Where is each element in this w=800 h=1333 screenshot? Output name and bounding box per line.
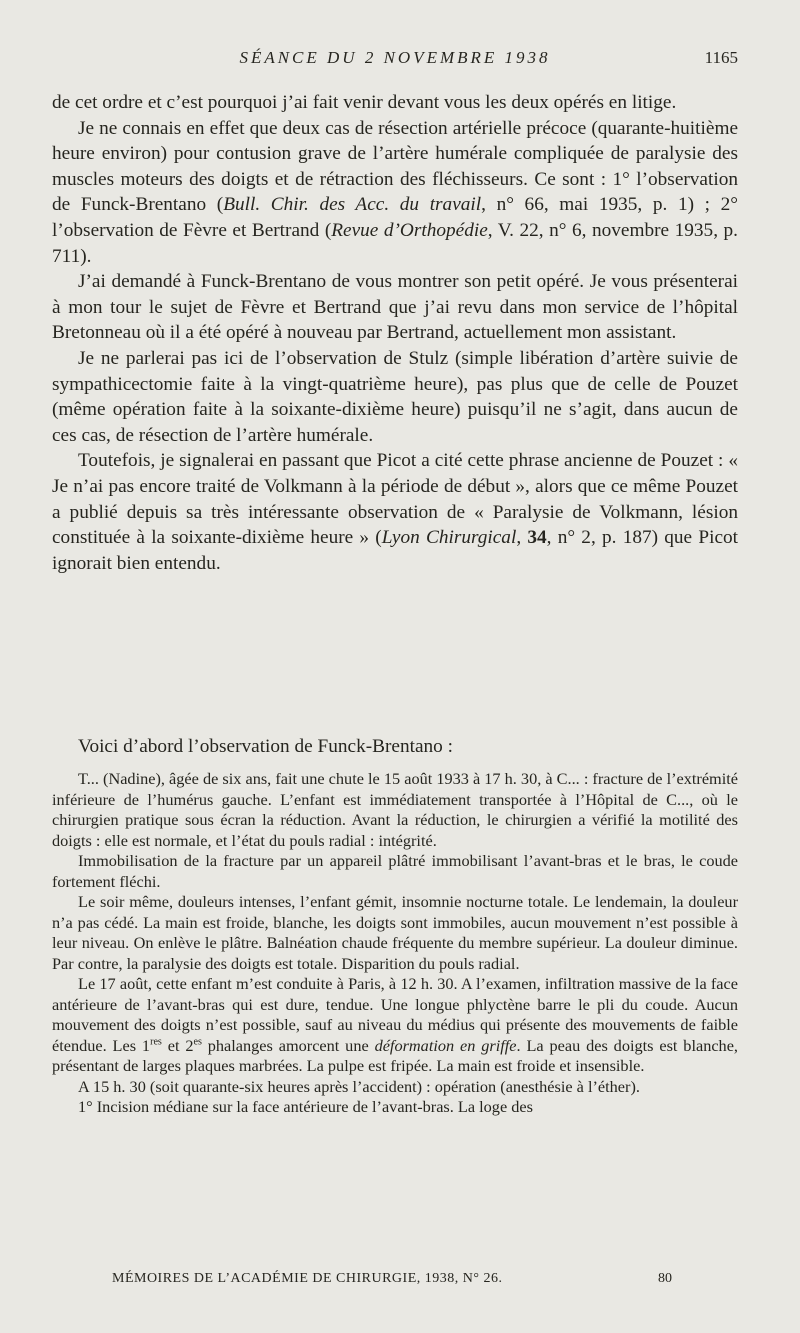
footer-journal: MÉMOIRES DE L’ACADÉMIE DE CHIRURGIE, 1938, N° 26. <box>112 1271 503 1286</box>
citation-journal: Revue d’Orthopédie <box>331 219 488 241</box>
signature-number: 80 <box>658 1271 672 1286</box>
running-title: SÉANCE DU 2 NOVEMBRE 1938 <box>239 48 551 67</box>
citation-journal: Bull. Chir. des Acc. du travail <box>223 194 482 216</box>
text-span: , n° 66, mai 1935, p. 1) ; 2° l’observation de Fèvre et Bertrand ( <box>52 194 738 241</box>
paragraph: Le soir même, douleurs intenses, l’enfant gémit, insomnie nocturne totale. Le lendemain, la douleur n’a pas cédé. La main est froide, blanche, les doigts sont immobiles, aucun mouvement n’est possible à leur niveau. On enlève le plâtre. Balnéation chaude fréquente du membre supérieur. La douleur diminue. Par contre, la paralysie des doigts est totale. Disparition du pouls radial. <box>52 892 738 973</box>
paragraph: J’ai demandé à Funck-Brentano de vous montrer son petit opéré. Je vous présenterai à mon tour le sujet de Fèvre et Bertrand que j’ai revu dans mon service de l’hôpital Bretonneau où il a été opéré à nouveau par Bertrand, actuellement mon assistant. <box>52 271 738 344</box>
superscript: es <box>193 1036 202 1048</box>
emphasis: déformation en griffe <box>374 1035 517 1055</box>
paragraph: de cet ordre et c’est pourquoi j’ai fait venir devant vous les deux opérés en litige. <box>52 92 677 113</box>
text-span: , V. 22, n° 6, novembre 1935, p. 711). <box>52 219 738 267</box>
paragraph: Immobilisation de la fracture par un appareil plâtré immobilisant l’avant-bras et le bras, le coude fortement fléchi. <box>52 851 738 891</box>
text-span: , n° 2, p. 187) que Picot ignorait bien entendu. <box>52 527 738 574</box>
text-span: Toutefois, je signalerai en passant que Picot a cité cette phrase ancienne de Pouzet : « Je n’ai pas encore traité de Volkmann à la période de début », alors que ce même Pouzet a publié depuis sa très intéressante observation de « Paralysie de Volkmann, lésion constituée à la soixante-dixième heure » ( <box>52 450 738 549</box>
observation-text <box>52 769 738 1118</box>
page-number: 1165 <box>704 48 738 67</box>
text-span: , <box>516 527 528 549</box>
text-span: et 2 <box>161 1035 194 1055</box>
paragraph: 1° Incision médiane sur la face antérieure de l’avant-bras. La loge des <box>78 1097 533 1116</box>
text-span: . La peau des doigts est blanche, présentant de larges plaques marbrées. La pulpe est fripée. La main est froide et insensible. <box>52 1035 738 1075</box>
citation-volume: 34 <box>527 527 547 549</box>
text-span: Le 17 août, cette enfant m’est conduite à Paris, à 12 h. 30. A l’examen, infiltration massive de la face antérieure de l’avant-bras qui est dure, tendue. Une longue phlyctène barre le pli du coude. Aucun mouvement des doigts n’est possible, sauf au niveau du médius qui présente des mouvements de faible étendue. Les 1 <box>52 974 738 1055</box>
superscript: res <box>150 1036 162 1048</box>
paragraph <box>52 448 738 576</box>
section-heading: Voici d’abord l’observation de Funck-Brentano : <box>78 736 454 757</box>
paragraph: T... (Nadine), âgée de six ans, fait une chute le 15 août 1933 à 17 h. 30, à C... : fracture de l’extrémité inférieure de l’humérus gauche. L’enfant est immédiatement transportée à l’Hôpital de C..., où le chirurgien pratique sous écran la réduction. Avant la réduction, le chirurgien a vérifié la motilité des doigts : elle est normale, et l’état du pouls radial : intégrité. <box>52 769 738 850</box>
text-span: Je ne connais en effet que deux cas de résection artérielle précoce (quarante-huitième heure environ) pour contusion grave de l’artère humérale compliquée de paralysie des muscles moteurs des doigts et de rétraction des fléchisseurs. Ce sont : 1° l’observation de Funck-Brentano ( <box>52 117 738 216</box>
paragraph: A 15 h. 30 (soit quarante-six heures après l’accident) : opération (anesthésie à l’éther). <box>78 1076 640 1096</box>
paragraph: Je ne parlerai pas ici de l’observation de Stulz (simple libération d’artère suivie de sympathicectomie faite à la vingt-quatrième heure), pas plus que de celle de Pouzet (même opération faite à la soixante-dixième heure) puisqu’il ne s’agit, dans aucun de ces cas, de résection de l’artère humérale. <box>52 347 738 446</box>
citation-journal: Lyon Chirurgical <box>381 527 517 549</box>
paragraph <box>52 974 738 1077</box>
paragraph <box>52 116 738 270</box>
page-header <box>52 46 738 76</box>
text-span: phalanges amorcent une <box>201 1035 375 1055</box>
main-text-upper <box>52 90 738 576</box>
page-footer <box>112 1271 672 1287</box>
